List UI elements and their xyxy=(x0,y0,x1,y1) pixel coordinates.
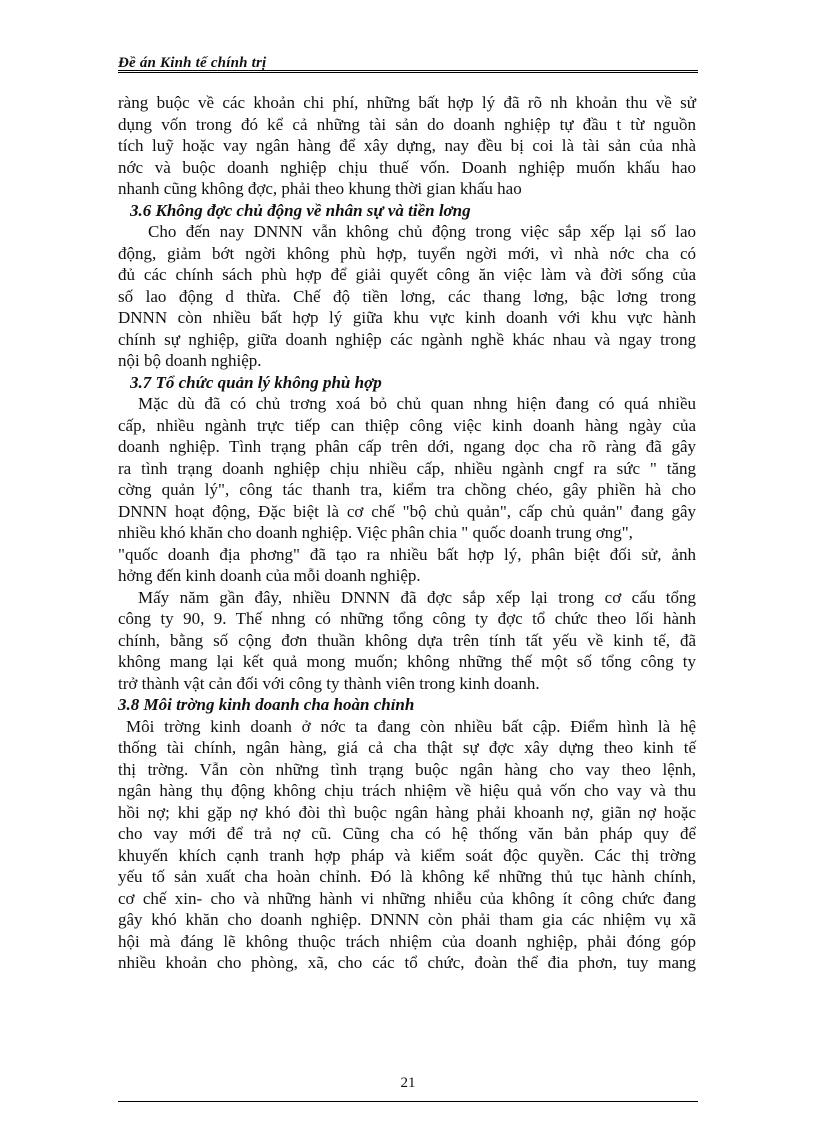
body-line: cơ chế xin- cho và những hành vi những nhiễu của không ít công chức đang xyxy=(118,888,696,908)
body-line: công ty 90, 9. Thế nhng có những tổng công ty đợc tổ chức theo lối hành xyxy=(118,609,696,628)
header-rule xyxy=(118,70,698,73)
body-line: nhanh cũng không đợc, phải theo khung thời gian khấu hao xyxy=(118,179,522,198)
page-number: 21 xyxy=(400,1075,416,1091)
body-line: ràng buộc về các khoản chi phí, những bất hợp lý đã rõ nh khoản thu về sử xyxy=(118,93,696,112)
body-line: đủ các chính sách phù hợp để giải quyết công ăn việc làm và đời sống của xyxy=(118,265,696,284)
section-heading-3-6: 3.6 Không đợc chủ động về nhân sự và tiền lơng xyxy=(130,200,471,220)
body-line: hồi nợ; khi gặp nợ khó đòi thì buộc ngân hàng phải khoanh nợ, giãn nợ hoặc xyxy=(118,802,696,822)
body-line: nhiều khó khăn cho doanh nghiệp. Việc phân chia " quốc doanh trung ơng", xyxy=(118,523,633,542)
body-line: nớc và buộc doanh nghiệp chịu thuế vốn. Doanh nghiệp muốn khấu hao xyxy=(118,157,696,177)
body-line: doanh nghiệp. Tình trạng phân cấp trên dới, ngang dọc cha rõ ràng đã gây xyxy=(118,437,696,456)
body-line: chính, bằng số cộng đơn thuần không dựa trên tính tất yếu về kinh tế, đã xyxy=(118,630,696,650)
document-body xyxy=(118,92,696,974)
body-line: Môi trờng kinh doanh ở nớc ta đang còn nhiều bất cập. Điểm hình là hệ xyxy=(126,716,696,736)
body-line: động, giảm bớt ngời không phù hợp, tuyển ngời mới, vì nhà nớc cha có xyxy=(118,243,696,263)
body-line: gây khó khăn cho doanh nghiệp. DNNN còn phải tham gia các nhiệm vụ xã xyxy=(118,910,696,929)
body-line: ra tình trạng doanh nghiệp chịu nhiều cấp, nhiều ngành cngf ra sức " tăng xyxy=(118,458,696,478)
header-title: Đề án Kinh tế chính trị xyxy=(118,55,267,71)
body-line: thống tài chính, ngân hàng, giá cả cha thật sự đợc xây dựng theo kinh tế xyxy=(118,738,696,757)
section-heading-3-8: 3.8 Môi trờng kinh doanh cha hoàn chỉnh xyxy=(118,695,415,714)
page-header xyxy=(118,54,698,72)
body-line: thị trờng. Vẫn còn những tình trạng buộc ngân hàng cho vay theo lệnh, xyxy=(118,759,696,779)
body-line: Mặc dù đã có chủ trơng xoá bỏ chủ quan nhng hiện đang có quá nhiều xyxy=(138,394,696,413)
body-line: không mang lại kết quả mong muốn; không những thế một số tổng công ty xyxy=(118,652,696,671)
body-line: nội bộ doanh nghiệp. xyxy=(118,351,262,370)
body-line: "quốc doanh địa phơng" đã tạo ra nhiều bất hợp lý, phân biệt đối sử, ảnh xyxy=(118,544,696,564)
body-line: nhiều khoản cho phòng, xã, cho các tổ chức, đoàn thể đia phơn, tuy mang xyxy=(118,953,696,972)
body-line: khuyến khích cạnh tranh hợp pháp và kiểm soát độc quyền. Các thị trờng xyxy=(118,845,696,865)
body-line: dụng vốn trong đó kể cả những tài sản do doanh nghiệp tự đầu t từ nguồn xyxy=(118,114,696,134)
section-heading-3-7: 3.7 Tổ chức quản lý không phù hợp xyxy=(130,372,382,392)
footer-rule xyxy=(118,1101,698,1102)
body-line: hội mà đáng lẽ không thuộc trách nhiệm của doanh nghiệp, phải đóng góp xyxy=(118,931,696,951)
body-line: cấp, nhiều ngành trực tiếp can thiệp công việc kinh doanh hàng ngày của xyxy=(118,415,696,435)
body-line: yếu tố sản xuất cha hoàn chỉnh. Đó là không kể những thủ tục hành chính, xyxy=(118,867,696,886)
body-line: Mấy năm gần đây, nhiều DNNN đã đợc sắp xếp lại trong cơ cấu tổng xyxy=(138,587,696,607)
body-line: DNNN hoạt động, Đặc biệt là cơ chế "bộ chủ quản", cấp chủ quản" đang gây xyxy=(118,501,696,521)
body-line: số lao động d thừa. Chế độ tiền lơng, các thang lơng, bậc lơng trong xyxy=(118,286,696,306)
body-line: cho vay mới để trả nợ cũ. Cũng cha có hệ thống văn bản pháp quy để xyxy=(118,824,696,843)
body-line: Cho đến nay DNNN vẫn không chủ động trong việc sắp xếp lại số lao xyxy=(148,222,696,241)
body-line: ngân hàng thụ động không chịu trách nhiệm về hiệu quả vốn cho vay và thu xyxy=(118,781,696,800)
body-line: cờng quản lý", công tác thanh tra, kiểm tra chồng chéo, gây phiền hà cho xyxy=(118,480,696,499)
body-line: chính sự nghiệp, giữa doanh nghiệp các ngành nghề khác nhau và ngay trong xyxy=(118,329,696,349)
body-line: DNNN còn nhiều bất hợp lý giữa khu vực kinh doanh với khu vực hành xyxy=(118,308,696,327)
body-line: tích luỹ hoặc vay ngân hàng để xây dựng, nay đều bị coi là tài sản của nhà xyxy=(118,136,696,155)
body-line: trở thành vật cản đối với công ty thành viên trong kinh doanh. xyxy=(118,673,540,693)
body-line: hởng đến kinh doanh của mỗi doanh nghiệp. xyxy=(118,566,421,585)
